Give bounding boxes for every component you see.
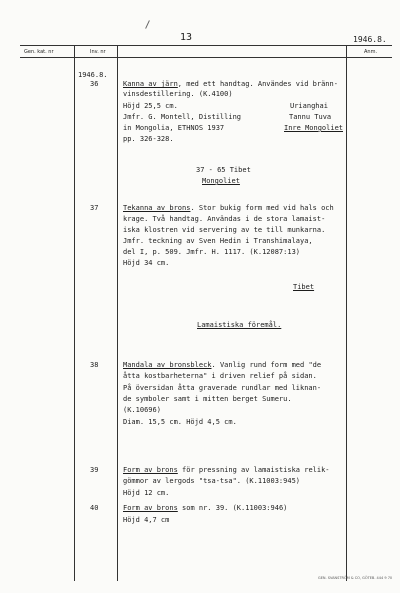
column-header-gen-kat-nr: Gen. kat. nr <box>24 49 54 55</box>
header-date: 1946.8. <box>353 35 387 44</box>
entry-39-title: Form av brons <box>123 466 178 474</box>
entry-36-line-2: vinsdestillering. (K.4100) <box>123 90 233 98</box>
section-region: Mongoliet <box>202 177 240 185</box>
entry-37-line-1-rest: . Stor bukig form med vid hals och <box>190 204 334 212</box>
entry-36-region-3: Inre Mongoliet <box>284 124 344 132</box>
entry-36-height: Höjd 25,5 cm. <box>123 102 178 110</box>
entry-36-ref-1: Jmfr. G. Montell, Distilling <box>123 113 242 121</box>
entry-38-line-6: Diam. 15,5 cm. Höjd 4,5 cm. <box>123 418 237 426</box>
header-rule-top <box>20 45 392 46</box>
entry-37-line-1 <box>123 205 334 212</box>
entry-36-region-2: Tannu Tuva <box>289 113 332 121</box>
column-header-inv-nr: Inv. nr <box>90 49 106 55</box>
entry-39-line-2: gömmor av lergods "tsa-tsa". (K.11003:945) <box>123 477 301 485</box>
entry-40-line-1-rest: som nr. 39. (K.11003:946) <box>177 504 288 512</box>
entry-date: 1946.8. <box>78 71 108 79</box>
print-mark: GEN. SVANSTRÖM & CO, GÖTEB. 444 9 70 <box>318 576 393 580</box>
entry-37-region: Tibet <box>293 283 315 291</box>
column-header-anm: Anm. <box>364 49 378 55</box>
entry-37-line-4: Jmfr. teckning av Sven Hedin i Transhimalaya, <box>123 237 313 245</box>
entry-39-line-1-rest: för pressning av lamaistiska relik- <box>177 466 330 474</box>
entry-37-line-6: Höjd 34 cm. <box>123 259 170 267</box>
entry-40-line-2: Höjd 4,7 cm <box>123 516 170 524</box>
entry-37-title: Tekanna av brons <box>123 204 191 212</box>
inv-number-36: 36 <box>90 80 99 88</box>
entry-36-line-1-rest: , med ett handtag. Användes vid bränn- <box>177 80 338 88</box>
column-divider-1 <box>74 45 75 581</box>
entry-36-ref-3: pp. 326-328. <box>123 135 174 143</box>
entry-36-region-1: Urianghai <box>290 102 328 110</box>
column-divider-2 <box>117 45 118 581</box>
pen-mark <box>145 20 150 29</box>
entry-37-line-2: krage. Två handtag. Användas i de stora lamaist- <box>123 215 326 223</box>
entry-39-line-3: Höjd 12 cm. <box>123 489 170 497</box>
inv-number-40: 40 <box>90 504 99 512</box>
entry-37-line-5: del I, p. 509. Jmfr. H. 1117. (K.12087:13) <box>123 248 301 256</box>
entry-38-line-3: På översidan åtta graverade rundlar med liknan- <box>123 384 322 392</box>
section-heading-lamaistic: Lamaistiska föremål. <box>197 321 282 329</box>
entry-38-line-2: åtta kostbarheterna" i driven relief på sidan. <box>123 372 317 380</box>
column-divider-3 <box>346 45 347 581</box>
header-rule-bottom <box>20 57 392 58</box>
entry-36-title: Kanna av järn <box>123 80 178 88</box>
entry-38-line-4: de symboler samt i mitten berget Sumeru. <box>123 395 292 403</box>
entry-38-line-5: (K.10696) <box>123 406 161 414</box>
entry-38-line-1-rest: . Vanlig rund form med "de <box>211 361 322 369</box>
entry-37-line-3: iska klostren vid servering av te till munkarna. <box>123 226 326 234</box>
page-number: 13 <box>180 32 193 43</box>
inv-number-38: 38 <box>90 361 99 369</box>
entry-38-title: Mandala av bronsbleck <box>123 361 212 369</box>
inv-number-37: 37 <box>90 204 99 212</box>
entry-36-ref-2: in Mongolia, ETHNOS 1937 <box>123 124 225 132</box>
inv-number-39: 39 <box>90 466 99 474</box>
entry-39-line-1 <box>123 467 330 474</box>
section-range: 37 - 65 Tibet <box>196 166 251 174</box>
entry-40-line-1 <box>123 505 287 512</box>
entry-40-title: Form av brons <box>123 504 178 512</box>
entry-36-line-1 <box>123 81 338 88</box>
entry-38-line-1 <box>123 362 321 369</box>
